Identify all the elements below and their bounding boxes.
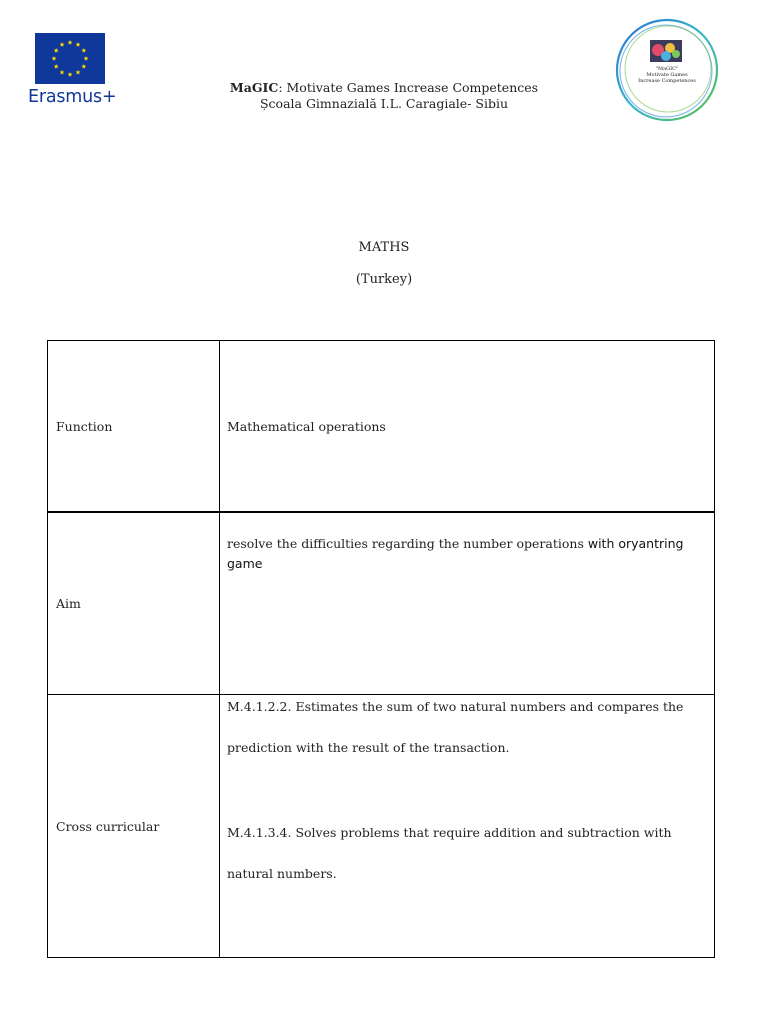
eu-star-icon <box>54 64 59 69</box>
eu-star-icon <box>84 56 89 61</box>
eu-star-icon <box>76 70 81 75</box>
eu-star-icon <box>68 40 73 45</box>
magic-logo-line-1: "MaGIC" <box>655 66 679 72</box>
row-content-cross-curricular <box>220 695 714 957</box>
table-row <box>48 694 714 957</box>
table-row <box>48 511 714 694</box>
eu-star-icon <box>60 70 65 75</box>
subject-title: MATHS <box>358 240 410 255</box>
magic-logo-line-2: Motivate Games <box>646 72 688 78</box>
eu-star-icon <box>76 42 81 47</box>
school-name: Școala Gimnazială I.L. Caragiale- Sibiu <box>259 96 509 111</box>
country-subtitle: (Turkey) <box>355 272 413 287</box>
eu-star-icon <box>60 42 65 47</box>
table-row <box>48 341 714 511</box>
eu-star-icon <box>68 72 73 77</box>
magic-project-logo <box>612 16 720 124</box>
eu-star-icon <box>81 64 86 69</box>
row-label-aim: Aim <box>48 513 220 694</box>
project-title: MaGIC: Motivate Games Increase Competences <box>229 80 539 95</box>
lesson-table <box>47 340 715 958</box>
eu-flag-icon <box>35 33 105 84</box>
row-label-function: Function <box>48 341 220 511</box>
eu-star-icon <box>52 56 57 61</box>
erasmus-logo-text: Erasmus+ <box>28 87 117 107</box>
row-content-function: Mathematical operations <box>227 418 386 434</box>
objective-paragraph-1: M.4.1.2.2. Estimates the sum of two natural numbers and compares the prediction with the result of the transaction. <box>227 699 684 755</box>
eu-star-icon <box>54 48 59 53</box>
row-content-aim: resolve the difficulties regarding the number operations with oryantring game <box>227 536 684 571</box>
eu-star-icon <box>81 48 86 53</box>
row-label-cross-curricular: Cross curricular <box>48 695 220 957</box>
magic-logo-line-3: Increase Competences <box>638 78 696 84</box>
objective-paragraph-2: M.4.1.3.4. Solves problems that require addition and subtraction with natural numbers. <box>227 825 672 881</box>
